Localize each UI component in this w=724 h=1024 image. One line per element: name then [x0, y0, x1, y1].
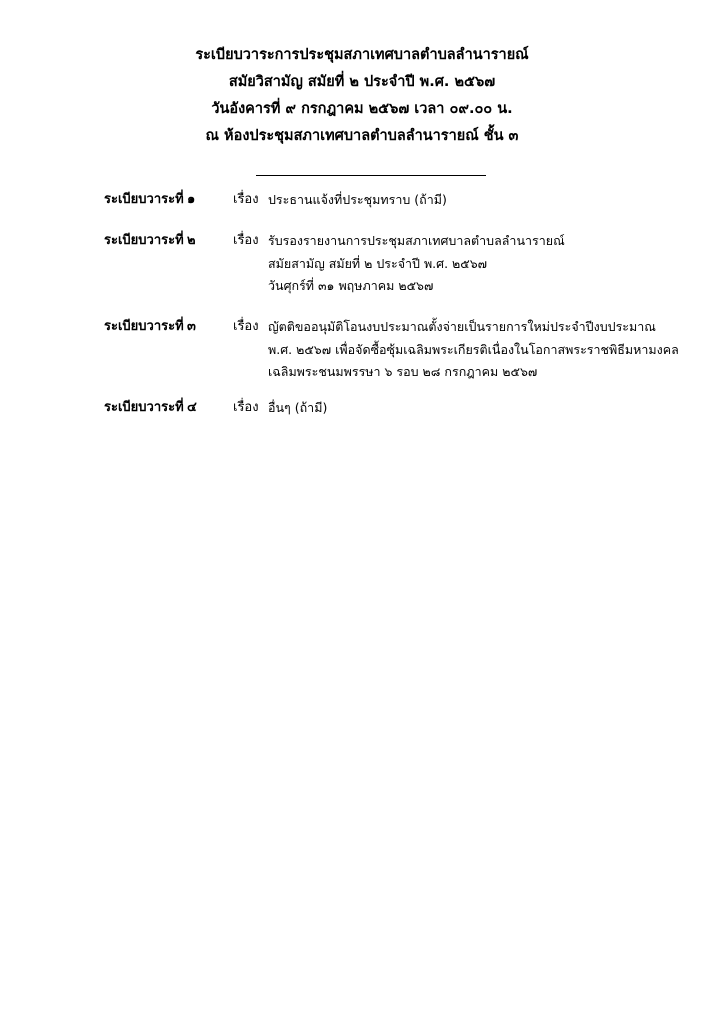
meeting-location: ณ ห้องประชุมสภาเทศบาลตำบลลำนารายณ์ ชั้น ๓: [205, 128, 519, 144]
agenda-item-label: ระเบียบวาระที่: [104, 233, 184, 248]
agenda-item-subject: [268, 230, 565, 298]
agenda-title: ระเบียบวาระการประชุมสภาเทศบาลตำบลลำนารายณ์: [195, 47, 529, 63]
agenda-item-subject: [268, 189, 447, 212]
meeting-datetime: วันอังคารที่ ๙ กรกฎาคม ๒๕๖๗ เวลา ๐๙.๐๐ น.: [211, 101, 513, 117]
session-info: สมัยวิสามัญ สมัยที่ ๒ ประจำปี พ.ศ. ๒๕๖๗: [228, 74, 496, 90]
subject-line: ญัตติขออนุมัติโอนงบประมาณตั้งจ่ายเป็นรายการใหม่ประจำปีงบประมาณ: [268, 319, 656, 334]
subject-line: รับรองรายงานการประชุมสภาเทศบาลตำบลลำนารายณ์: [268, 233, 565, 248]
agenda-item-label: ระเบียบวาระที่: [104, 192, 184, 207]
subject-label: เรื่อง: [233, 192, 259, 207]
agenda-item-subject: [268, 397, 327, 420]
subject-line: เฉลิมพระชนมพรรษา ๖ รอบ ๒๘ กรกฎาคม ๒๕๖๗: [268, 364, 538, 379]
header-divider: [256, 175, 486, 176]
subject-label: เรื่อง: [233, 400, 259, 415]
agenda-item-number: ๓: [187, 319, 196, 334]
agenda-item-number: ๑: [187, 192, 196, 207]
agenda-item-number: ๒: [187, 233, 196, 248]
subject-line: วันศุกร์ที่ ๓๑ พฤษภาคม ๒๕๖๗: [268, 278, 434, 293]
agenda-item-number: ๔: [187, 400, 197, 415]
subject-label: เรื่อง: [233, 319, 259, 334]
subject-label: เรื่อง: [233, 233, 259, 248]
agenda-item-label: ระเบียบวาระที่: [104, 319, 184, 334]
subject-line: อื่นๆ (ถ้ามี): [268, 400, 328, 415]
subject-line: ประธานแจ้งที่ประชุมทราบ (ถ้ามี): [268, 192, 447, 207]
subject-line: พ.ศ. ๒๕๖๗ เพื่อจัดซื้อซุ้มเฉลิมพระเกียรติเนื่องในโอกาสพระราชพิธีมหามงคล: [268, 341, 679, 357]
document-header: [0, 42, 724, 150]
subject-line: สมัยสามัญ สมัยที่ ๒ ประจำปี พ.ศ. ๒๕๖๗: [268, 255, 488, 271]
agenda-item-subject: [268, 316, 679, 384]
agenda-item-label: ระเบียบวาระที่: [104, 400, 184, 415]
